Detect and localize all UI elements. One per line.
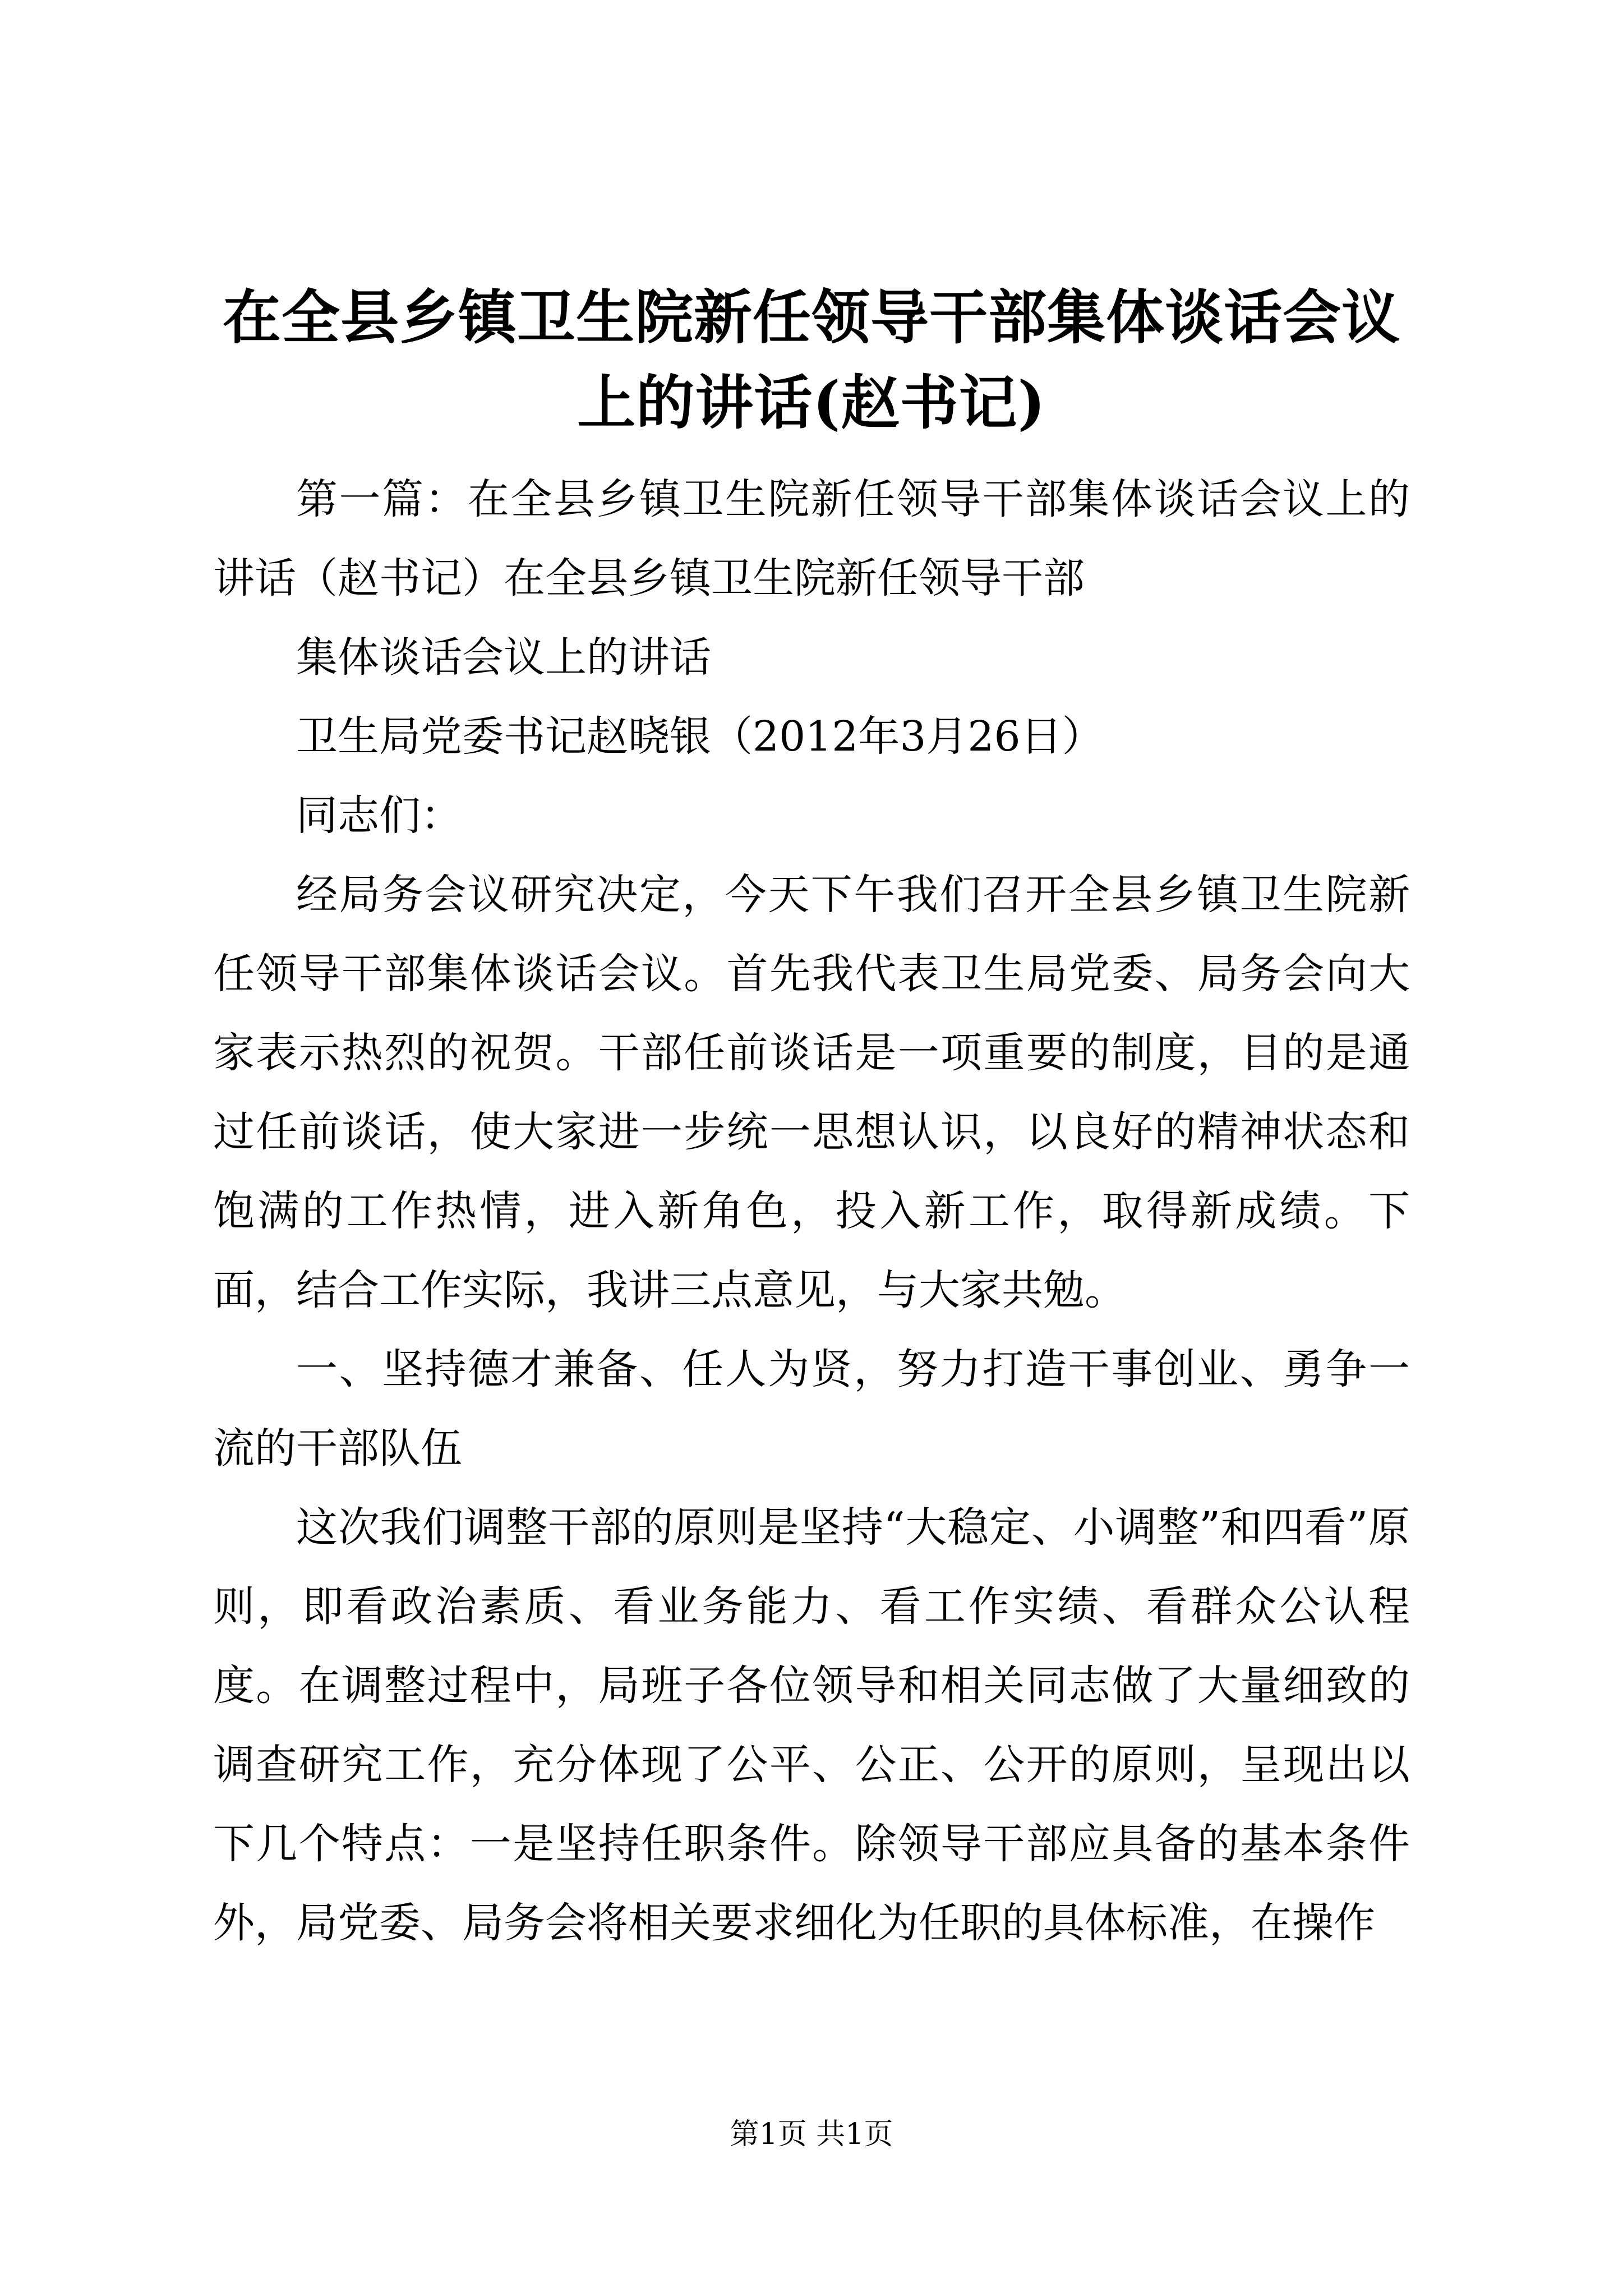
page-footer: 第1页 共1页 xyxy=(730,2118,893,2151)
paragraph-7: 这次我们调整干部的原则是坚持“大稳定、小调整”和四看”原则，即看政治素质、看业务能力、看工作实绩、看群众公认程度。在调整过程中，局班子各位领导和相关同志做了大量细致的调查研究工作，充分体现了公平、公正、公开的原则，呈现出以下几个特点：一是坚持任职条件。除领导干部应具备的基本条件外，局党委、局务会将相关要求细化为任职的具体标准，在操作 xyxy=(213,1503,1410,1947)
paragraph-3: 卫生局党委书记赵晓银（2012年3月26日） xyxy=(296,712,1104,761)
paragraph-2: 集体谈话会议上的讲话 xyxy=(296,633,711,682)
paragraph-1: 第一篇：在全县乡镇卫生院新任领导干部集体谈话会议上的讲话（赵书记）在全县乡镇卫生院新任领导干部 xyxy=(213,475,1410,602)
paragraph-4: 同志们： xyxy=(296,792,462,840)
document-title: 在全县乡镇卫生院新任领导干部集体谈话会议上的讲话(赵书记) xyxy=(222,283,1400,437)
paragraph-6: 一、坚持德才兼备、任人为贤，努力打造干事创业、勇争一流的干部队伍 xyxy=(213,1345,1410,1473)
document-body xyxy=(213,460,1410,1963)
paragraph-5: 经局务会议研究决定，今天下午我们召开全县乡镇卫生院新任领导干部集体谈话会议。首先我代表卫生局党委、局务会向大家表示热烈的祝贺。干部任前谈话是一项重要的制度，目的是通过任前谈话，使大家进一步统一思想认识，以良好的精神状态和饱满的工作热情，进入新角色，投入新工作，取得新成绩。下面，结合工作实际，我讲三点意见，与大家共勉。 xyxy=(213,871,1410,1314)
